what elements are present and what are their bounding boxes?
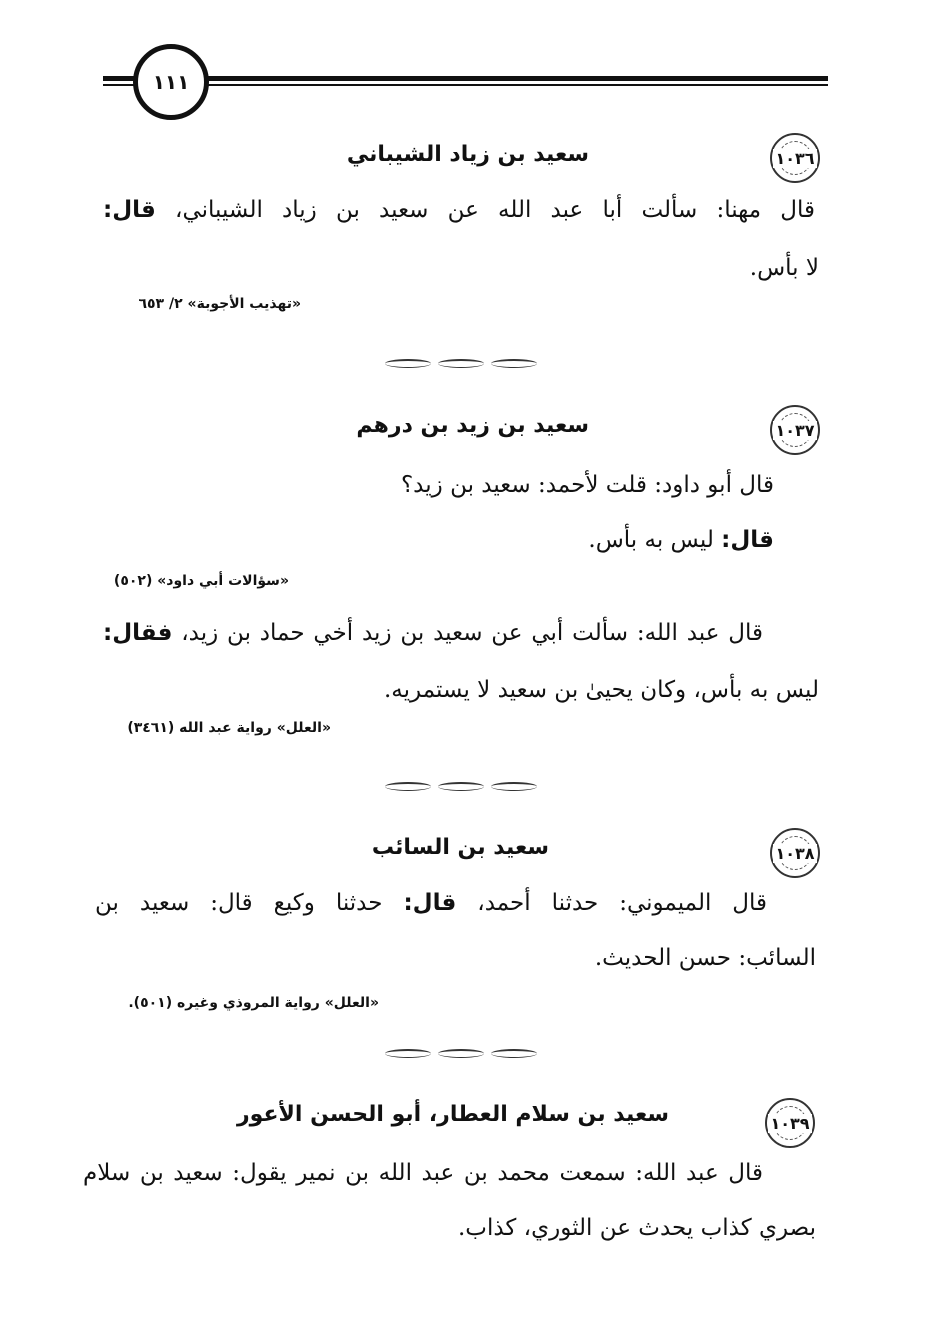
section-separator	[385, 358, 537, 368]
entry-text-line: السائب: حسن الحديث.	[594, 945, 816, 971]
source-citation: «تهذيب الأجوبة» ٢/ ٦٥٣	[138, 296, 301, 312]
entry-text-line: قال مهنا: سألت أبا عبد الله عن سعيد بن زياد الشيباني، قال:	[103, 197, 815, 223]
entry-text-line: قال أبو داود: قلت لأحمد: سعيد بن زيد؟	[400, 472, 774, 498]
entry-title: سعيد بن سلام العطار، أبو الحسن الأعور	[237, 1102, 669, 1127]
entry-text-line: ليس به بأس، وكان يحيىٰ بن سعيد لا يستمريه.	[383, 677, 819, 703]
entry-text-line: قال عبد الله: سمعت محمد بن عبد الله بن نمير يقول: سعيد بن سلام	[83, 1160, 763, 1186]
entry-text-line: قال الميموني: حدثنا أحمد، قال: حدثنا وكيع قال: سعيد بن	[95, 890, 768, 916]
section-separator	[385, 1048, 537, 1058]
section-separator	[385, 781, 537, 791]
entry-number-badge: ١٠٣٩	[755, 1098, 825, 1148]
page-number: ١١١	[133, 44, 209, 120]
entry-number-badge: ١٠٣٨	[760, 828, 830, 878]
entry-text-line: بصري كذاب يحدث عن الثوري، كذاب.	[458, 1215, 816, 1241]
entry-text-line: قال: ليس به بأس.	[588, 527, 774, 553]
entry-title: سعيد بن زيد بن درهم	[356, 413, 589, 438]
entry-number-badge: ١٠٣٧	[760, 405, 830, 455]
header-rule	[103, 70, 828, 92]
entry-text-line: لا بأس.	[749, 255, 819, 281]
source-citation: «العلل» رواية المروذي وغيره (٥٠١).	[128, 995, 379, 1011]
entry-title: سعيد بن السائب	[371, 835, 549, 860]
entry-title: سعيد بن زياد الشيباني	[346, 142, 589, 167]
entry-number-badge: ١٠٣٦	[760, 133, 830, 183]
source-citation: «العلل» رواية عبد الله (٣٤٦١)	[127, 720, 331, 736]
entry-text-line: قال عبد الله: سألت أبي عن سعيد بن زيد أخي حماد بن زيد، فقال:	[103, 620, 764, 646]
source-citation: «سؤالات أبي داود» (٥٠٢)	[113, 573, 289, 589]
